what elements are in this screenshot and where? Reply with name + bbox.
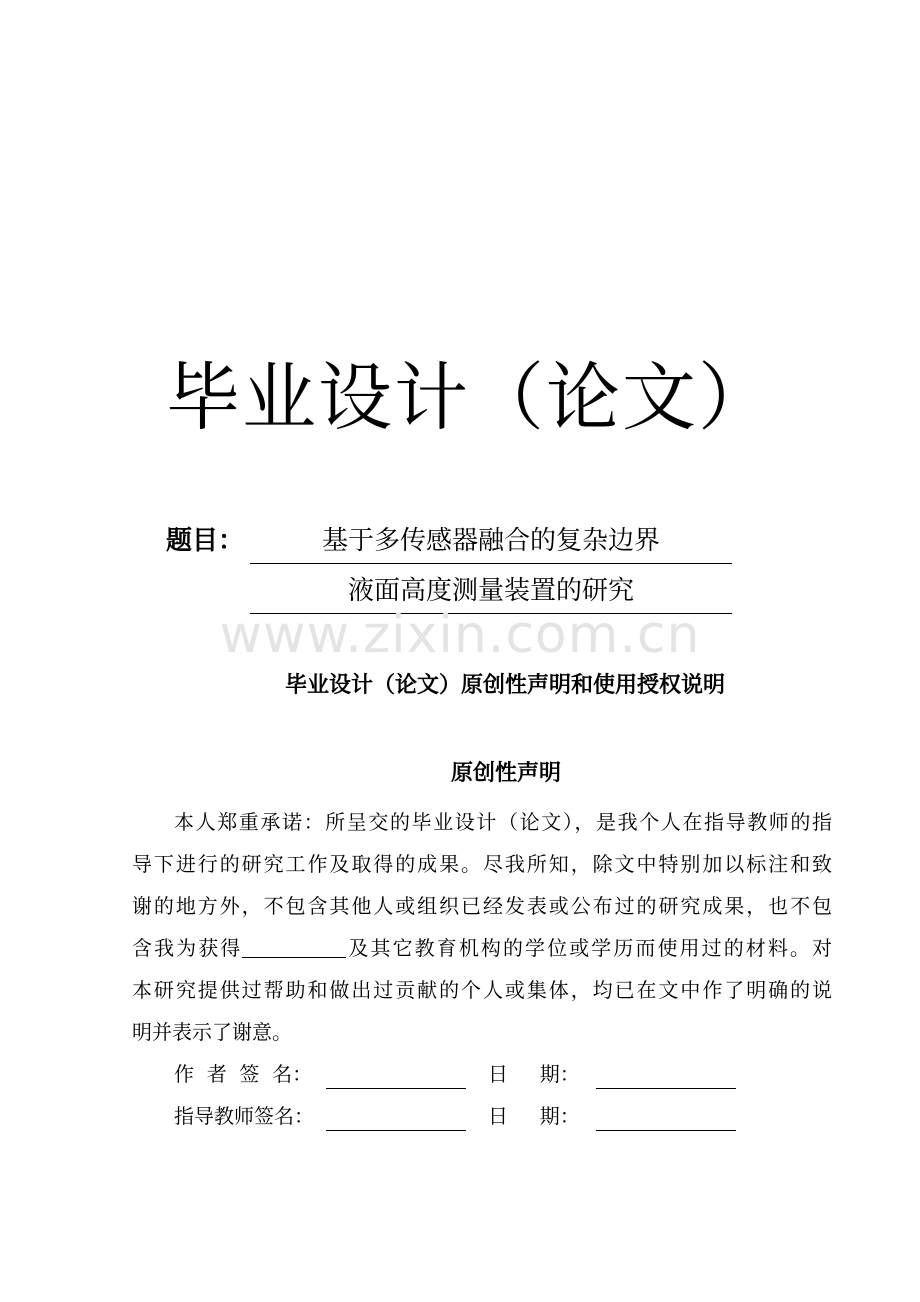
author-date-field[interactable] xyxy=(596,1064,736,1089)
advisor-date-field[interactable] xyxy=(596,1106,736,1131)
declaration-line-4-start: 含我为获得 xyxy=(132,936,243,960)
declaration-subtitle: 原创性声明 xyxy=(450,761,561,786)
topic-label: 题目： xyxy=(166,526,245,556)
author-date-label: 日 期： xyxy=(488,1062,580,1086)
main-title: 毕业设计（论文） xyxy=(166,355,774,441)
advisor-signature-label: 指导教师签名： xyxy=(174,1104,314,1128)
declaration-line-2: 导下进行的研究工作及取得的成果。尽我所知，除文中特别加以标注和致 xyxy=(132,852,832,876)
advisor-signature-field[interactable] xyxy=(326,1106,466,1131)
declaration-title: 毕业设计（论文）原创性声明和使用授权说明 xyxy=(284,673,725,698)
declaration-line-4 xyxy=(132,932,832,964)
topic-line-2: 液面高度测量装置的研究 xyxy=(250,573,732,614)
author-signature-row xyxy=(174,1058,794,1090)
advisor-date-label: 日 期： xyxy=(488,1104,580,1128)
degree-blank xyxy=(242,935,346,958)
declaration-line-4-end: 及其它教育机构的学位或学历而使用过的材料。对 xyxy=(346,936,833,960)
watermark: www.zixin.com.cn xyxy=(219,605,701,665)
author-signature-field[interactable] xyxy=(326,1064,466,1089)
topic-line-1: 基于多传感器融合的复杂边界 xyxy=(250,523,732,564)
author-signature-label: 作 者 签 名： xyxy=(174,1062,313,1086)
declaration-line-1: 本人郑重承诺：所呈交的毕业设计（论文），是我个人在指导教师的指 xyxy=(174,810,832,834)
declaration-line-5: 本研究提供过帮助和做出过贡献的个人或集体，均已在文中作了明确的说 xyxy=(132,978,832,1002)
advisor-signature-row xyxy=(174,1100,794,1132)
declaration-line-6: 明并表示了谢意。 xyxy=(132,1020,292,1044)
declaration-line-3: 谢的地方外，不包含其他人或组织已经发表或公布过的研究成果，也不包 xyxy=(132,894,832,918)
